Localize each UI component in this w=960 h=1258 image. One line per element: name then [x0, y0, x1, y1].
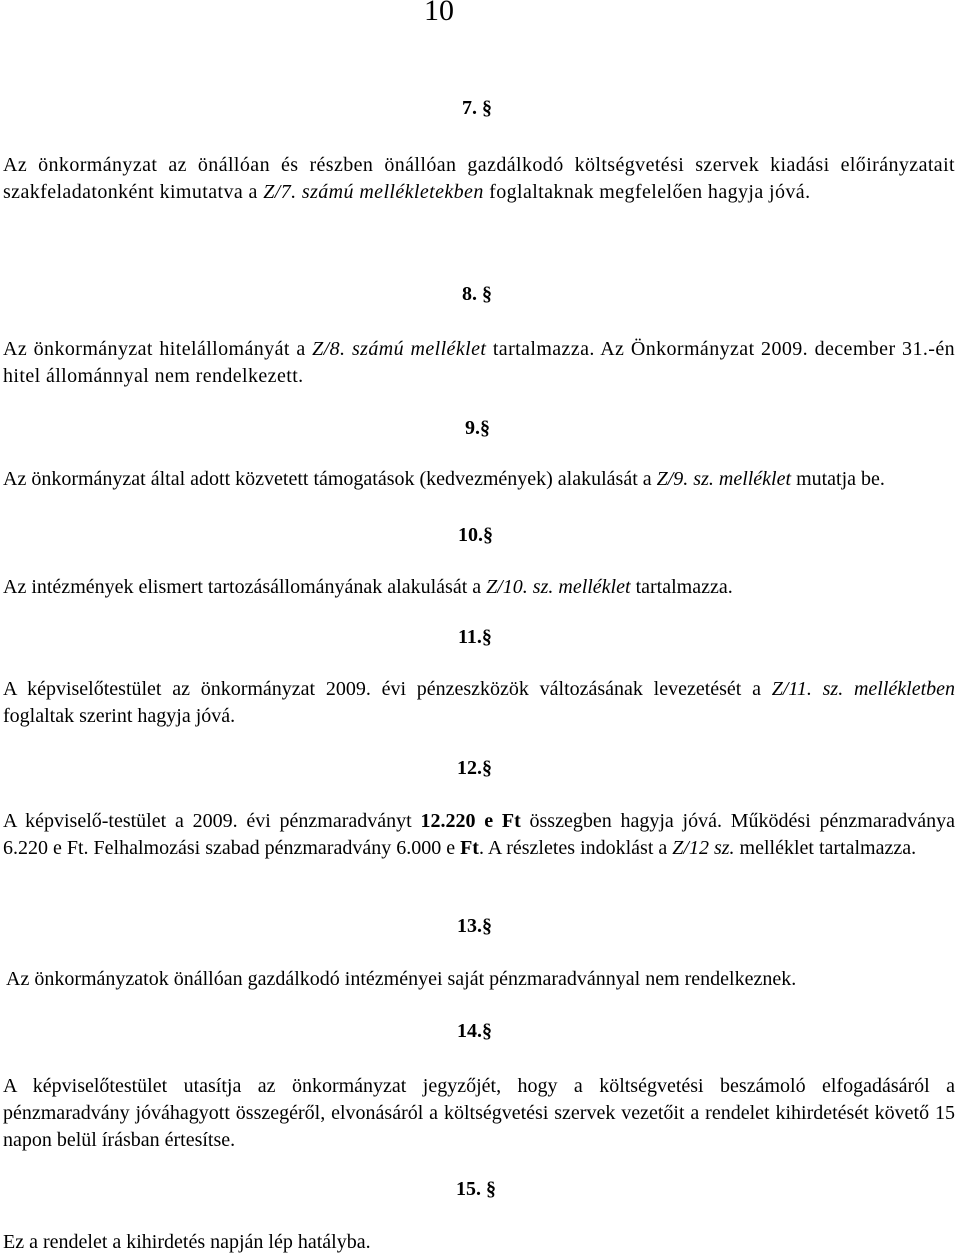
paragraph-text: Az önkormányzatok önállóan gazdálkodó intézményei saját pénzmaradvánnyal nem rendelkeznek.: [6, 968, 797, 990]
currency-unit: Ft: [460, 837, 479, 859]
section-sign-icon: §: [481, 626, 492, 648]
section-number: 11.: [458, 626, 482, 648]
paragraph-text: melléklet tartalmazza.: [734, 837, 917, 859]
section-sign-icon: §: [480, 417, 490, 439]
paragraph-text: Ez a rendelet a kihirdetés napján lép hatályba.: [3, 1231, 371, 1253]
section-7-paragraph: [3, 152, 955, 206]
paragraph-text: összegben hagyja jóvá. Működési pénzmaradványa 6.220 e Ft. Felhalmozási szabad pénzmaradvány 6.000 e: [3, 810, 955, 859]
section-13-paragraph: [6, 966, 958, 993]
section-sign-icon: §: [482, 757, 492, 779]
paragraph-text: Az önkormányzat az önállóan és részben önállóan gazdálkodó költségvetési szervek kiadási előirányzatait szakfeladatonként kimutatva a: [3, 154, 955, 203]
section-number: 9.: [465, 417, 480, 439]
section-9-paragraph: [3, 466, 955, 493]
annex-reference: Z/10. sz. melléklet: [486, 576, 631, 598]
section-10-paragraph: [3, 574, 955, 601]
section-sign-icon: §: [482, 97, 492, 119]
section-14-heading: [457, 1020, 492, 1043]
section-8-heading: [462, 283, 492, 306]
paragraph-text: foglaltak szerint hagyja jóvá.: [3, 705, 236, 727]
section-13-heading: [457, 915, 492, 938]
paragraph-text: Az önkormányzat hitelállományát a: [3, 338, 313, 360]
section-number: 13.: [457, 915, 482, 937]
annex-reference: Z/9. sz. melléklet: [656, 468, 792, 490]
paragraph-text: A képviselőtestület az önkormányzat 2009. évi pénzeszközök változásának levezetését a: [3, 678, 772, 700]
section-sign-icon: §: [486, 1178, 496, 1200]
section-9-heading: [465, 417, 490, 440]
section-15-paragraph: [3, 1229, 955, 1256]
page-number: 10: [424, 0, 454, 27]
section-14-paragraph: [3, 1073, 955, 1154]
section-sign-icon: §: [482, 1020, 492, 1042]
section-sign-icon: §: [483, 524, 493, 546]
section-sign-icon: §: [482, 283, 492, 305]
section-10-heading: [458, 524, 493, 547]
paragraph-text: Az intézmények elismert tartozásállományának alakulását a: [3, 576, 487, 598]
section-15-heading: [456, 1178, 496, 1201]
section-number: 8.: [462, 283, 477, 305]
paragraph-text: A képviselő-testület a 2009. évi pénzmaradványt: [3, 810, 421, 832]
annex-reference: Z/11. sz. mellékletben: [771, 678, 955, 700]
section-12-paragraph: [3, 808, 955, 862]
section-11-paragraph: [3, 676, 955, 730]
paragraph-text: tartalmazza.: [630, 576, 733, 598]
section-7-heading: [462, 97, 492, 120]
section-11-heading: [458, 626, 492, 649]
paragraph-text: A képviselőtestület utasítja az önkormányzat jegyzőjét, hogy a költségvetési beszámoló elfogadásáról a pénzmaradvány jóváhagyott összegéről, elvonásáról a költségvetési szervek vezetőit a rendelet kihirdetését követő 15 napon belül írásban értesítse.: [3, 1075, 955, 1151]
amount-value: 12.220 e Ft: [420, 810, 521, 832]
section-number: 15.: [456, 1178, 481, 1200]
paragraph-text: foglaltaknak megfelelően hagyja jóvá.: [483, 181, 811, 203]
paragraph-text: Az önkormányzat által adott közvetett támogatások (kedvezmények) alakulását a: [3, 468, 657, 490]
annex-reference: Z/8. számú melléklet: [312, 338, 487, 360]
annex-reference: Z/12 sz.: [672, 837, 735, 859]
section-number: 14.: [457, 1020, 482, 1042]
section-8-paragraph: [3, 336, 955, 390]
section-number: 7.: [462, 97, 477, 119]
annex-reference: Z/7. számú mellékletekben: [263, 181, 484, 203]
paragraph-text: . A részletes indoklást a: [478, 837, 673, 859]
section-number: 10.: [458, 524, 483, 546]
section-sign-icon: §: [482, 915, 492, 937]
section-12-heading: [457, 757, 492, 780]
section-number: 12.: [457, 757, 482, 779]
paragraph-text: mutatja be.: [791, 468, 885, 490]
paragraph-text: tartalmazza. Az Önkormányzat 2009. december 31.-én hitel állománnyal nem rendelkezett.: [3, 338, 955, 387]
